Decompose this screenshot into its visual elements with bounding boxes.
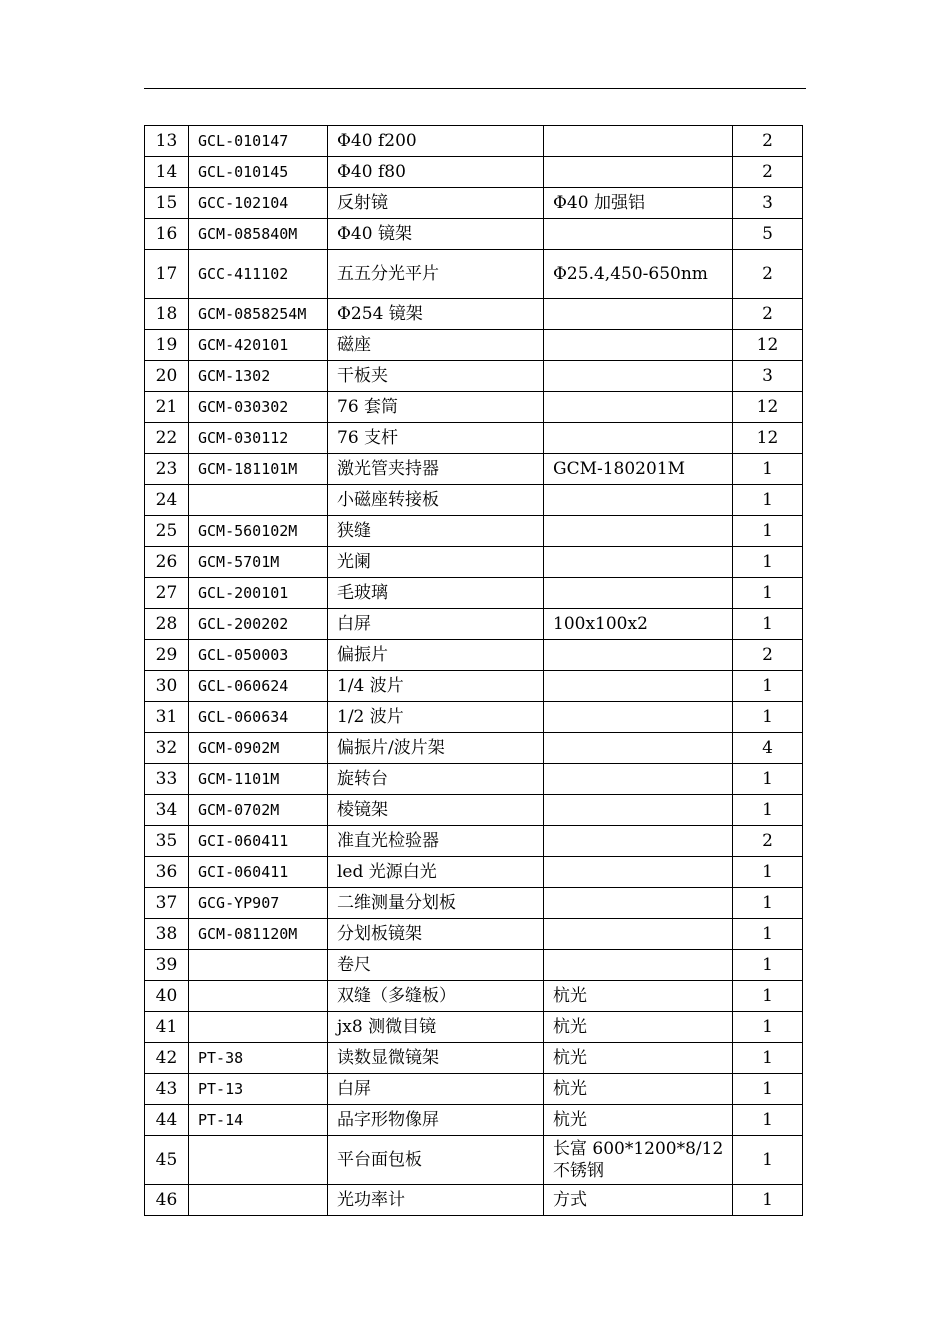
part-code: GCL-010145 [189,157,328,188]
part-spec [544,857,733,888]
table-row [145,702,803,733]
table-row [145,795,803,826]
part-quantity: 1 [733,547,803,578]
part-spec [544,423,733,454]
part-name: led 光源白光 [328,857,544,888]
part-quantity: 2 [733,126,803,157]
table-row [145,671,803,702]
part-spec [544,126,733,157]
row-number: 21 [145,392,189,423]
part-code: GCM-030302 [189,392,328,423]
table-row [145,733,803,764]
part-spec: 杭光 [544,1105,733,1136]
row-number: 27 [145,578,189,609]
part-quantity: 2 [733,157,803,188]
part-name: 旋转台 [328,764,544,795]
parts-list-body [145,126,803,1216]
row-number: 25 [145,516,189,547]
row-number: 28 [145,609,189,640]
part-spec: 杭光 [544,1043,733,1074]
part-code: GCL-200202 [189,609,328,640]
part-quantity: 12 [733,392,803,423]
part-quantity: 1 [733,516,803,547]
part-spec: 杭光 [544,981,733,1012]
row-number: 15 [145,188,189,219]
row-number: 20 [145,361,189,392]
row-number: 37 [145,888,189,919]
part-code [189,950,328,981]
row-number: 39 [145,950,189,981]
part-name: Φ40 f200 [328,126,544,157]
part-quantity: 2 [733,826,803,857]
part-spec [544,733,733,764]
part-name: 平台面包板 [328,1136,544,1185]
table-row [145,764,803,795]
part-quantity: 2 [733,299,803,330]
row-number: 33 [145,764,189,795]
part-spec [544,826,733,857]
part-code: GCC-411102 [189,250,328,299]
part-name: 小磁座转接板 [328,485,544,516]
row-number: 46 [145,1185,189,1216]
row-number: 18 [145,299,189,330]
part-name: 品字形物像屏 [328,1105,544,1136]
row-number: 29 [145,640,189,671]
part-name: 光功率计 [328,1185,544,1216]
part-quantity: 1 [733,702,803,733]
part-quantity: 1 [733,888,803,919]
part-code: GCC-102104 [189,188,328,219]
part-name: 偏振片/波片架 [328,733,544,764]
part-code [189,981,328,1012]
part-code [189,1185,328,1216]
part-quantity: 3 [733,188,803,219]
table-row [145,299,803,330]
part-code: GCM-5701M [189,547,328,578]
part-quantity: 5 [733,219,803,250]
part-name: Φ40 f80 [328,157,544,188]
part-spec: 方式 [544,1185,733,1216]
part-name: jx8 测微目镜 [328,1012,544,1043]
part-name: 读数显微镜架 [328,1043,544,1074]
part-name: 五五分光平片 [328,250,544,299]
part-spec: 杭光 [544,1012,733,1043]
row-number: 36 [145,857,189,888]
part-code: PT-14 [189,1105,328,1136]
part-code: GCM-560102M [189,516,328,547]
table-row [145,1136,803,1185]
table-row [145,826,803,857]
row-number: 14 [145,157,189,188]
part-quantity: 1 [733,981,803,1012]
part-quantity: 1 [733,578,803,609]
part-quantity: 1 [733,1043,803,1074]
part-code: GCM-0858254M [189,299,328,330]
part-spec [544,219,733,250]
row-number: 45 [145,1136,189,1185]
part-code: GCM-030112 [189,423,328,454]
part-quantity: 1 [733,919,803,950]
table-row [145,219,803,250]
part-spec [544,485,733,516]
part-code: PT-13 [189,1074,328,1105]
row-number: 32 [145,733,189,764]
part-name: 1/2 波片 [328,702,544,733]
part-code: GCL-060624 [189,671,328,702]
table-row [145,250,803,299]
row-number: 41 [145,1012,189,1043]
table-row [145,857,803,888]
part-quantity: 12 [733,330,803,361]
part-code [189,485,328,516]
part-quantity: 2 [733,250,803,299]
part-quantity: 1 [733,1074,803,1105]
part-code: GCM-0902M [189,733,328,764]
row-number: 34 [145,795,189,826]
part-code: GCI-060411 [189,826,328,857]
part-quantity: 4 [733,733,803,764]
part-spec [544,299,733,330]
part-code: GCI-060411 [189,857,328,888]
part-spec [544,547,733,578]
part-name: 偏振片 [328,640,544,671]
table-row [145,1074,803,1105]
row-number: 42 [145,1043,189,1074]
part-spec [544,640,733,671]
part-name: 卷尺 [328,950,544,981]
table-row [145,361,803,392]
table-row [145,126,803,157]
part-name: 白屏 [328,609,544,640]
part-name: 狭缝 [328,516,544,547]
row-number: 30 [145,671,189,702]
part-spec [544,330,733,361]
part-quantity: 1 [733,1012,803,1043]
part-code: GCM-085840M [189,219,328,250]
row-number: 35 [145,826,189,857]
table-row [145,1105,803,1136]
part-quantity: 1 [733,454,803,485]
part-code: GCL-200101 [189,578,328,609]
part-code [189,1012,328,1043]
table-row [145,454,803,485]
part-quantity: 12 [733,423,803,454]
part-quantity: 1 [733,1136,803,1185]
header-rule [144,88,806,89]
row-number: 43 [145,1074,189,1105]
part-spec [544,888,733,919]
part-quantity: 2 [733,640,803,671]
part-name: 光阑 [328,547,544,578]
row-number: 38 [145,919,189,950]
part-quantity: 3 [733,361,803,392]
table-row [145,392,803,423]
row-number: 44 [145,1105,189,1136]
part-code: GCL-010147 [189,126,328,157]
part-quantity: 1 [733,857,803,888]
part-name: 76 套筒 [328,392,544,423]
row-number: 23 [145,454,189,485]
part-code: GCM-181101M [189,454,328,485]
part-name: 反射镜 [328,188,544,219]
table-row [145,423,803,454]
part-name: 棱镜架 [328,795,544,826]
part-spec [544,919,733,950]
part-spec: 100x100x2 [544,609,733,640]
part-spec [544,516,733,547]
table-row [145,578,803,609]
table-row [145,188,803,219]
row-number: 31 [145,702,189,733]
part-spec: 长富 600*1200*8/12 不锈钢 [544,1136,733,1185]
part-spec: 杭光 [544,1074,733,1105]
part-spec [544,764,733,795]
part-spec [544,361,733,392]
part-name: 磁座 [328,330,544,361]
part-spec [544,157,733,188]
part-name: 分划板镜架 [328,919,544,950]
table-row [145,1012,803,1043]
row-number: 19 [145,330,189,361]
part-spec [544,578,733,609]
part-spec: GCM-180201M [544,454,733,485]
row-number: 24 [145,485,189,516]
table-row [145,919,803,950]
part-name: 白屏 [328,1074,544,1105]
part-spec [544,795,733,826]
part-code: GCG-YP907 [189,888,328,919]
part-name: Φ40 镜架 [328,219,544,250]
part-spec [544,950,733,981]
table-row [145,330,803,361]
part-spec [544,392,733,423]
part-code: GCL-050003 [189,640,328,671]
row-number: 40 [145,981,189,1012]
part-code: GCM-1302 [189,361,328,392]
part-name: 1/4 波片 [328,671,544,702]
table-row [145,485,803,516]
part-spec: Φ25.4,450-650nm [544,250,733,299]
part-code: GCM-420101 [189,330,328,361]
part-quantity: 1 [733,764,803,795]
table-row [145,1043,803,1074]
table-row [145,157,803,188]
table-row [145,950,803,981]
part-name: 干板夹 [328,361,544,392]
row-number: 13 [145,126,189,157]
row-number: 16 [145,219,189,250]
table-row [145,609,803,640]
part-name: 76 支杆 [328,423,544,454]
row-number: 17 [145,250,189,299]
table-row [145,888,803,919]
part-quantity: 1 [733,609,803,640]
part-spec [544,671,733,702]
part-name: 毛玻璃 [328,578,544,609]
table-row [145,640,803,671]
table-row [145,516,803,547]
table-row [145,547,803,578]
part-quantity: 1 [733,950,803,981]
part-code [189,1136,328,1185]
part-name: 激光管夹持器 [328,454,544,485]
table-row [145,1185,803,1216]
part-spec: Φ40 加强铝 [544,188,733,219]
part-quantity: 1 [733,671,803,702]
part-name: 双缝（多缝板） [328,981,544,1012]
part-name: 准直光检验器 [328,826,544,857]
part-quantity: 1 [733,485,803,516]
part-code: GCM-0702M [189,795,328,826]
part-code: PT-38 [189,1043,328,1074]
table-row [145,981,803,1012]
part-name: 二维测量分划板 [328,888,544,919]
part-spec [544,702,733,733]
part-quantity: 1 [733,795,803,826]
part-code: GCM-1101M [189,764,328,795]
part-code: GCL-060634 [189,702,328,733]
row-number: 26 [145,547,189,578]
parts-list-table [144,125,803,1216]
row-number: 22 [145,423,189,454]
part-quantity: 1 [733,1185,803,1216]
part-name: Φ254 镜架 [328,299,544,330]
part-code: GCM-081120M [189,919,328,950]
part-quantity: 1 [733,1105,803,1136]
